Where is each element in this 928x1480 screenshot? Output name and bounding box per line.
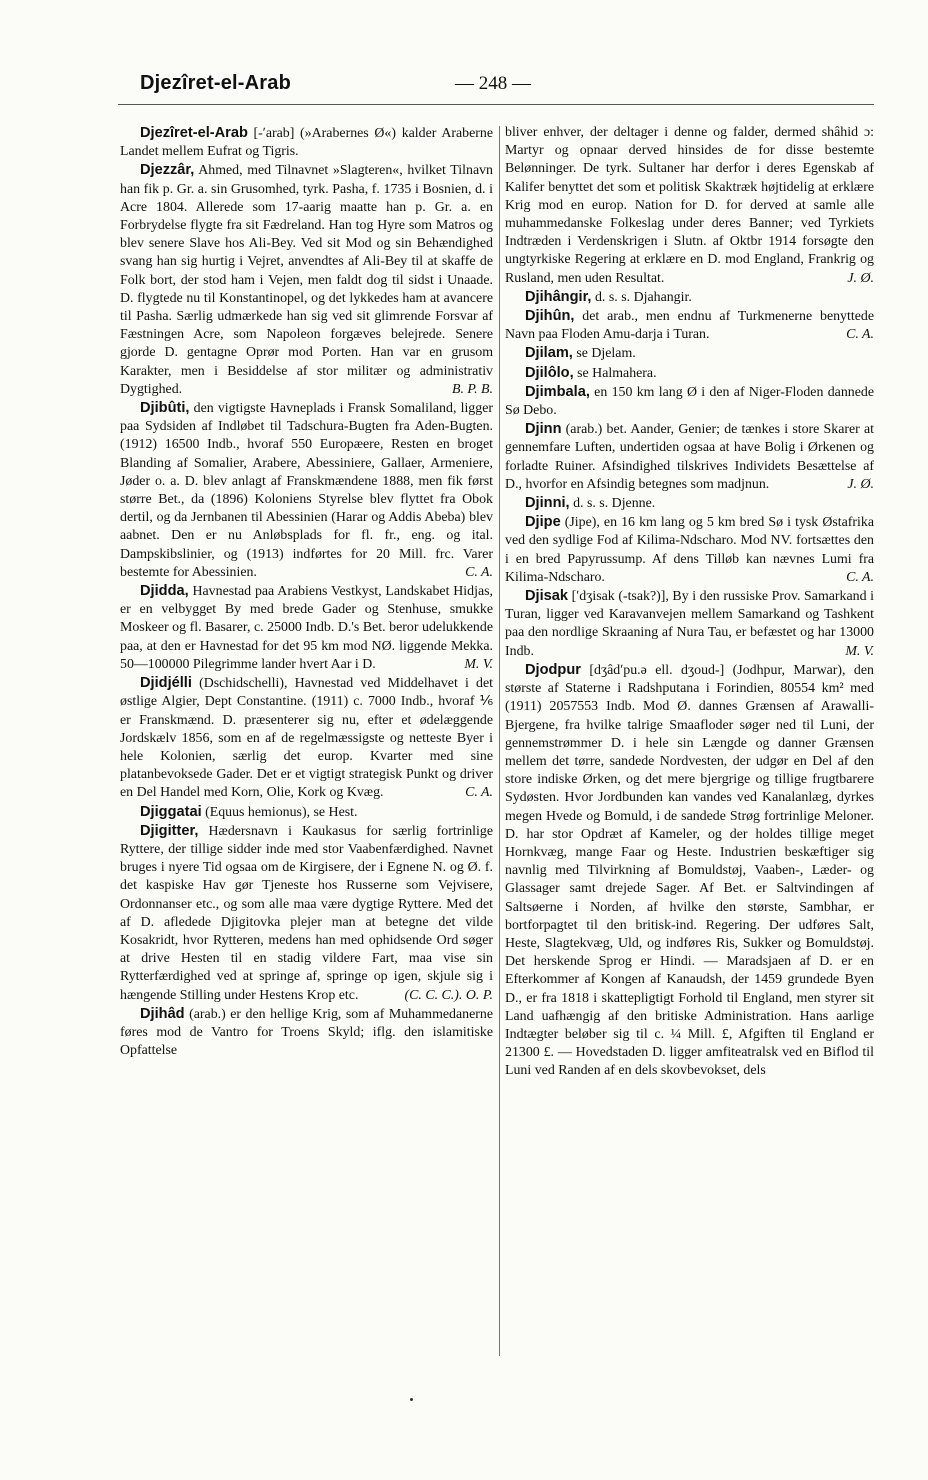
page-header bbox=[140, 72, 872, 100]
entry-headword: Djinn bbox=[525, 421, 562, 438]
entry-text: [-ʹarab] (»Arabernes Ø«) kalder Araberne Landet mellem Eufrat og Tigris. bbox=[120, 126, 493, 160]
column-divider bbox=[499, 126, 500, 1356]
page-number: — 248 — bbox=[455, 73, 531, 94]
entry-text: en 150 km lang Ø i den af Niger-Floden dannede Sø Debo. bbox=[505, 384, 874, 419]
dictionary-entry bbox=[505, 513, 874, 587]
dictionary-entry bbox=[505, 288, 874, 307]
dictionary-entry bbox=[505, 344, 874, 363]
entry-headword: Djimbala, bbox=[525, 383, 590, 400]
entry-headword: Djilam, bbox=[525, 345, 573, 362]
author-signature: C. A. bbox=[846, 569, 874, 585]
dictionary-entry bbox=[120, 399, 493, 582]
author-signature: C. A. bbox=[465, 785, 493, 801]
header-rule bbox=[118, 104, 874, 105]
dictionary-entry bbox=[505, 307, 874, 344]
author-signature: M. V. bbox=[845, 643, 874, 659]
entry-text: se Djelam. bbox=[572, 346, 636, 362]
entry-headword: Djezîret-el-Arab bbox=[140, 125, 248, 141]
entry-headword: Djipe bbox=[525, 514, 561, 531]
entry-text: Hædersnavn i Kaukasus for særlig fortrinlige Ryttere, der tillige sidder inde med stor Vaabenfærdighed. Navnet bruges i nyere Tid ogsaa om de Kirgisere, der i Egnene N. og Ø. f. det kaspiske Hav gør Tjeneste hos Russerne som Vejvisere, Ordonnanser etc., og som alle maa være dygtige Ryttere. Med det af D. afledede Djigitovka plejer man at betegne det vilde Kosakridt, hvor Rytteren, medens han med ophidsende Ord søger at drive Hesten til en stadig vildere Fart, maa vise sin Rytterfærdighed ved at springe af, springe op igen, skjule sig i hængende Stilling under Hestens Krop etc. bbox=[120, 823, 493, 1003]
entry-headword: Djibûti, bbox=[140, 400, 190, 417]
entry-text: d. s. s. Djenne. bbox=[569, 496, 656, 512]
entry-headword: Djihûn, bbox=[525, 308, 575, 325]
entry-headword: Djodpur bbox=[525, 661, 581, 678]
entry-text: [ʹdʒisak (-tsak?)], By i den russiske Prov. Samarkand i Turan, ligger ved Karavanvejen mellem Samarkand og Tashkent paa den nordlige Skraaning af Nura Tau, er befæstet og har 13000 Indb. bbox=[505, 589, 874, 659]
entry-text: bliver enhver, der deltager i denne og falder, dermed shâhid ɔ: Martyr og opnaar derved hinsides de for disse bestemte Belønninger. De tyrk. Sultaner har derfor i deres Egenskab af Kalifer benyttet det som et politisk Skaktræk højtidelig at erklære Krig mod en europ. Nation for D. for derved at samle alle muhammedanske Folkeslag under deres Banner; ved Tyrkiets Indtræden i Verdenskrigen i Slutn. af Oktbr 1914 forsøgte den ungtyrkiske Regering at erklære en D. mod England, Frankrig og Rusland, men uden Resultat. bbox=[505, 125, 874, 286]
entry-headword: Djihâd bbox=[140, 1005, 185, 1022]
entry-text: det arab., men endnu af Turkmenerne benyttede Navn paa Floden Amu-darja i Turan. bbox=[505, 309, 874, 343]
author-signature: C. A. bbox=[465, 564, 493, 580]
dictionary-entry bbox=[505, 124, 874, 288]
left-column bbox=[120, 124, 493, 1359]
entry-headword: Djinni, bbox=[525, 495, 570, 512]
dictionary-entry bbox=[505, 661, 874, 1081]
running-head-title: Djezîret-el-Arab bbox=[140, 72, 292, 94]
entry-text: (arab.) er den hellige Krig, som af Muhammedanerne føres mod de Vantro for Troens Skyld; iflg. den islamitiske Opfattelse bbox=[120, 1006, 493, 1059]
dictionary-entry bbox=[120, 674, 493, 802]
entry-headword: Djidda, bbox=[140, 583, 189, 600]
entry-text: d. s. s. Djahangir. bbox=[591, 289, 692, 305]
author-signature: C. A. bbox=[846, 327, 874, 343]
dictionary-entry bbox=[505, 383, 874, 420]
dictionary-entry bbox=[505, 364, 874, 383]
entry-text: (Dschidschelli), Havnestad ved Middelhavet i det østlige Algier, Dept Constantine. (1911) c. 7000 Indb., hvoraf ⅙ er Franskmænd. D. præsenterer sig nu, efter et ødelæggende Jordskælv 1856, som en af de regelmæssigste og netteste Byer i hele Kolonien, særlig det europ. Kvarter med sine platanbevoksede Gader. Det er et vigtigt strategisk Punkt og driver en Del Handel med Korn, Olie, Kork og Kvæg. bbox=[120, 676, 493, 801]
dictionary-entry bbox=[505, 587, 874, 661]
author-signature: B. P. B. bbox=[451, 381, 493, 397]
right-column bbox=[505, 124, 874, 1359]
entry-headword: Djiggatai bbox=[140, 803, 202, 820]
dictionary-entry bbox=[505, 420, 874, 494]
dictionary-entry bbox=[120, 124, 493, 161]
dictionary-entry bbox=[120, 161, 493, 399]
author-signature: J. Ø. bbox=[847, 270, 874, 286]
entry-text: den vigtigste Havneplads i Fransk Somaliland, ligger paa Sydsiden af Indløbet til Tadschura-Bugten fra Aden-Bugten. (1912) 16500 Indb., hvoraf 550 Europæere, Resten en broget Blanding af Somalier, Arabere, Abessiniere, Gallaer, Armeniere, Jøder o. a. D. blev anlagt af Franskmændene 1888, men fik først større Bet., da (1896) Koloniens Styrelse blev flyttet fra Obok dertil, og da Jernbanen til Abessinien (Harar og Addis Abeba) blev aabnet. Den er nu Anløbsplads for fl. fr., eng. og ital. Dampskibslinier, og (1913) indførtes for 20 Mill. frc. Varer bestemte for Abessinien. bbox=[120, 401, 493, 580]
dictionary-entry bbox=[120, 803, 493, 822]
scan-speck bbox=[410, 1398, 413, 1401]
entry-text: Havnestad paa Arabiens Vestkyst, Landskabet Hidjas, er en velbygget By med brede Gader og Stenhuse, smukke Moskeer og fl. Basarer, c. 25000 Indb. D.'s Bet. beror udelukkende paa, at den er Havnestad for det 95 km mod NØ. liggende Mekka. 50—100000 Pilegrimme lander hvert Aar i D. bbox=[120, 584, 493, 672]
entry-headword: Djidjélli bbox=[140, 675, 192, 692]
entry-headword: Djihângir, bbox=[525, 288, 592, 305]
author-signature: J. Ø. bbox=[847, 476, 874, 492]
entry-text: (Jipe), en 16 km lang og 5 km bred Sø i tysk Østafrika ved den sydlige Fod af Kilima-Ndscharo. Mod NV. fortsættes den i en bred Papyrussump. Af dens Tilløb kan nævnes Lumi fra Kilima-Ndscharo. bbox=[505, 515, 874, 585]
entry-text: (arab.) bet. Aander, Genier; de tænkes i store Skarer at gennemfare Luften, undertiden ogsaa at have Bolig i Ørkenen og forladte Ruiner. Afsindighed tilskrives Individets Besættelse af D., hvorfor en Afsindig betegnes som madjnun. bbox=[505, 422, 874, 492]
entry-text: se Halmahera. bbox=[573, 365, 657, 381]
entry-text: [dʒâdʹpu.ə ell. dʒoud-] (Jodhpur, Marwar), den største af Staterne i Radshputana i Forindien, 80554 km² med (1911) 2057553 Indb. Mod Ø. dannes Grænsen af Arawalli-Bjergene, fra hvilke talrige Smaafloder søger ned til Luni, der gennemstrømmer D. i hele sin Længde og danner Grænsen mellem det tørre, sandede Nordvesten, der udgør en Del af den store indiske Ørken, og det mere bjergrige og tillige frugtbarere Sydøsten. Hvor Jordbunden kan vandes ved Kanalanlæg, dyrkes megen Hvede og Bomuld, i de sandede Strøg fortrinlige Meloner. D. har stor Opdræt af Kameler, og der holdes tillige meget Hornkvæg, mange Faar og Heste. Industrien beskæftiger sig navnlig med Tilvirkning af Bomuldstøj, Vaaben-, Læder- og Glassager samt drejede Sager. Af Bet. er Saltvindingen af Saltsøerne i Norden, af hvilke den største, Sambhar, er bortforpagtet til den britisk-ind. Regering. Der udføres Salt, Heste, Slagtekvæg, Uld, og indføres Ris, Sukker og Bomuldstøj. Det herskende Sprog er Hindi. — Maradsjaen af D. er en Efterkommer af Kongen af Kanaudsh, der 1459 grundede Byen D., er fra 1818 i skattepligtigt Forhold til England, men styrer sit Land uafhængig af den britiske Administration. Hans aarlige Indtægter beløber sig til c. ¼ Mill. £, Afgiften til England er 21300 £. — Hovedstaden D. ligger amfiteatralsk ved en Biflod til Luni ved Randen af en dels skovbevokset, dels bbox=[505, 662, 874, 1079]
dictionary-entry bbox=[505, 494, 874, 513]
author-signature: (C. C. C.). O. P. bbox=[404, 987, 493, 1003]
entry-headword: Djigitter, bbox=[140, 822, 199, 839]
entry-headword: Djilôlo, bbox=[525, 364, 574, 381]
dictionary-entry bbox=[120, 582, 493, 674]
author-signature: M. V. bbox=[464, 656, 493, 672]
dictionary-entry bbox=[120, 822, 493, 1005]
entry-text: Ahmed, med Tilnavnet »Slagteren«, hvilket Tilnavn han fik p. Gr. a. sin Grusomhed, tyrk. Pasha, f. 1735 i Bosnien, d. i Acre 1804. Allerede som 17-aarig maatte han p. Gr. a. en Forbrydelse flygte fra sit Fædreland. Han tog Hyre som Matros og blev senere Slave hos Ali-Bey. Ved sit Mod og sin Behændighed svang han sig hurtig i Vejret, anvendtes af Ali-Bey til at skaffe de Folk bort, der stod ham i Vejen, men faldt dog til sidst i Unaade. D. flygtede nu til Konstantinopel, og det lykkedes ham at avancere til Pasha. Særlig udmærkede han sig ved sit glimrende Forsvar af Fæstningen Acre, som Napoleon forgæves belejrede. Senere gjorde D. gentagne Oprør mod Porten. Han var en grusom Karakter, men i Besiddelse af stor militær og administrativ Dygtighed. bbox=[120, 163, 493, 397]
dictionary-entry bbox=[120, 1005, 493, 1061]
entry-headword: Djisak bbox=[525, 588, 568, 605]
entry-text: (Equus hemionus), se Hest. bbox=[201, 804, 358, 820]
entry-headword: Djezzâr, bbox=[140, 162, 195, 179]
